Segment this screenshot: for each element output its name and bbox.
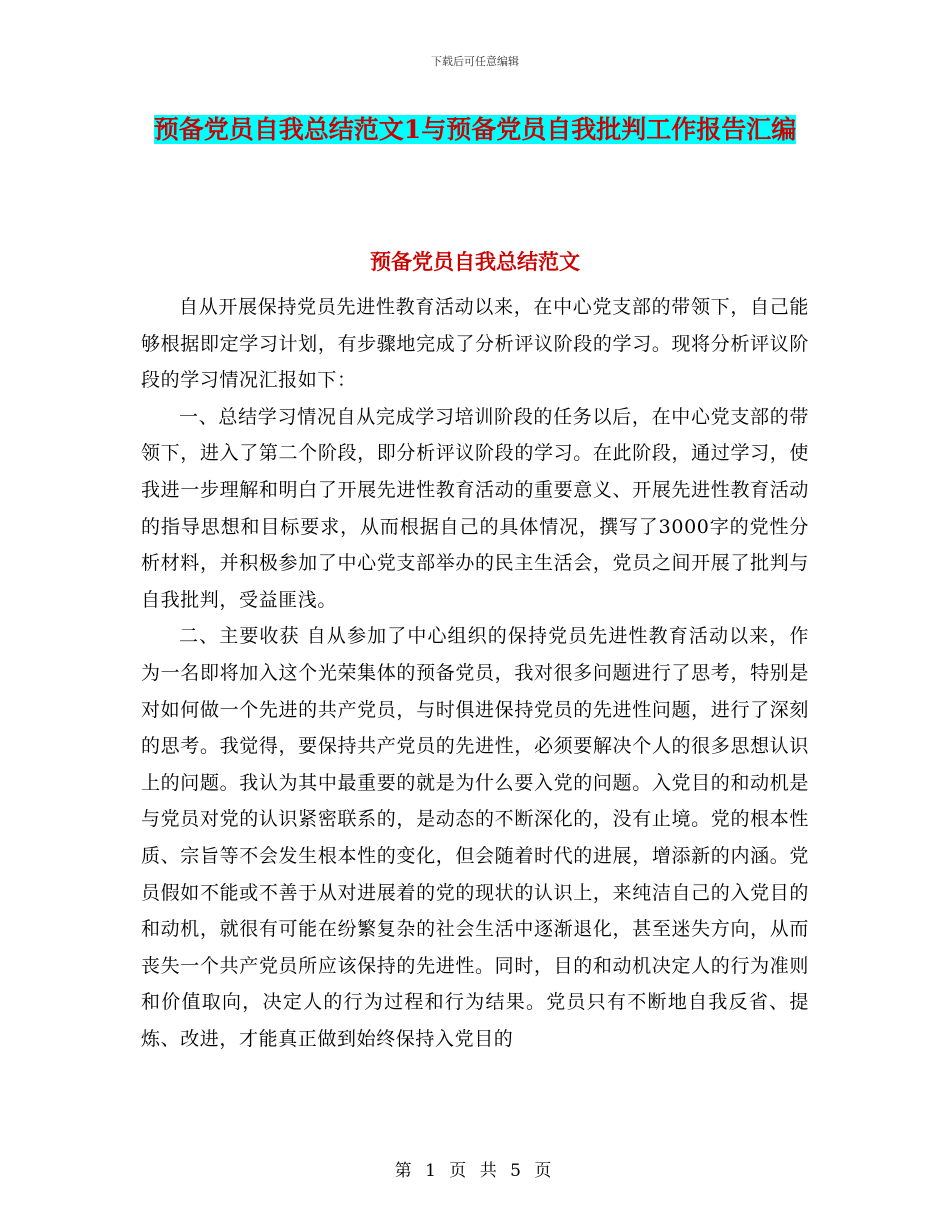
- paragraph-intro: 自从开展保持党员先进性教育活动以来，在中心党支部的带领下，自己能够根据即定学习计划，有步骤地完成了分析评议阶段的学习。现将分析评议阶段的学习情况汇报如下：: [141, 296, 809, 392]
- document-title: [150, 108, 800, 152]
- section-title: 预备党员自我总结范文: [370, 249, 580, 274]
- document-title-text: 预备党员自我总结范文1与预备党员自我批判工作报告汇编: [153, 115, 797, 144]
- header-note: 下载后可任意编辑: [431, 55, 519, 68]
- page-number: 第 1 页 共 5 页: [394, 1161, 556, 1181]
- paragraph-main-gains: 二、主要收获 自从参加了中心组织的保持党员先进性教育活动以来，作为一名即将加入这个光荣集体的预备党员，我对很多问题进行了思考，特别是对如何做一个先进的共产党员，与时俱进保持党员的先进性问题，进行了深刻的思考。我觉得，要保持共产党员的先进性，必须要解决个人的很多思想认识上的问题。我认为其中最重要的就是为什么要入党的问题。入党目的和动机是与党员对党的认识紧密联系的，是动态的不断深化的，没有止境。党的根本性质、宗旨等不会发生根本性的变化，但会随着时代的进展，增添新的内涵。党员假如不能或不善于从对进展着的党的现状的认识上，来纯洁自己的入党目的和动机，就很有可能在纷繁复杂的社会生活中逐渐退化，甚至迷失方向，从而丧失一个共产党员所应该保持的先进性。同时，目的和动机决定人的行为准则和价值取向，决定人的行为过程和行为结果。党员只有不断地自我反省、提炼、改进，才能真正做到始终保持入党目的: [141, 625, 809, 1050]
- document-body: [141, 289, 809, 1057]
- paragraph-study-summary: 一、总结学习情况自从完成学习培训阶段的任务以后，在中心党支部的带领下，进入了第二个阶段，即分析评议阶段的学习。在此阶段，通过学习，使我进一步理解和明白了开展先进性教育活动的重要意义、开展先进性教育活动的指导思想和目标要求，从而根据自己的具体情况，撰写了3000字的党性分析材料，并积极参加了中心党支部举办的民主生活会，党员之间开展了批判与自我批判，受益匪浅。: [141, 405, 809, 611]
